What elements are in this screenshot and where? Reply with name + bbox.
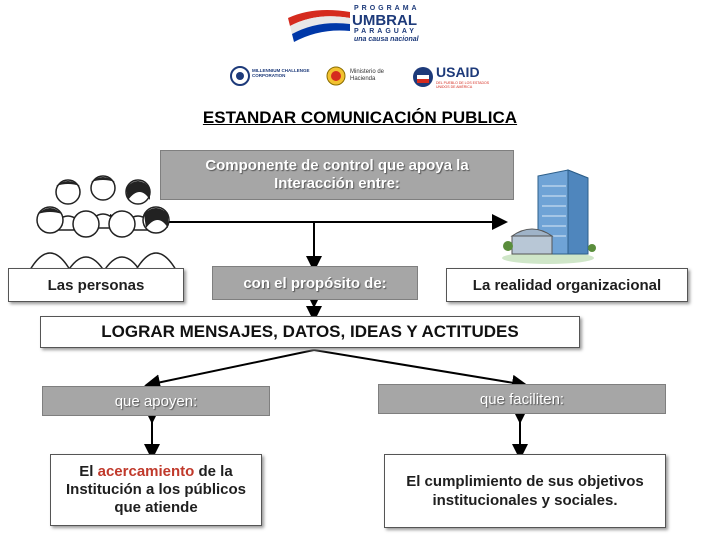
logo-tagline: una causa nacional <box>354 36 419 43</box>
purpose-box <box>212 266 418 300</box>
component-box <box>160 150 514 200</box>
result-left-text <box>57 463 255 517</box>
result-right-text: El cumplimiento de sus objetivos institucionales y sociales. <box>406 473 644 509</box>
result-left-pre: El <box>79 463 98 480</box>
branch-left-text: que apoyen: <box>114 392 198 410</box>
diagram-title-text: ESTANDAR COMUNICACIÓN PUBLICA <box>202 108 518 127</box>
partner-usaid-name: USAID <box>436 64 480 80</box>
result-right-box <box>384 454 666 528</box>
branch-right-text: que faciliten: <box>479 390 565 408</box>
arrow-goal-branch-left <box>152 350 314 384</box>
people-label-text: Las personas <box>47 276 145 294</box>
partner-hacienda-name: Ministerio de Hacienda <box>350 69 385 82</box>
logo-line1: PROGRAMA <box>354 5 420 12</box>
result-left-accent: acercamiento <box>97 463 195 480</box>
partner-usaid-sub: DEL PUEBLO DE LOS ESTADOS UNIDOS DE AMÉRICA <box>436 81 490 89</box>
goal-box-text: LOGRAR MENSAJES, DATOS, IDEAS Y ACTITUDES <box>101 322 519 341</box>
people-label-box <box>8 268 184 302</box>
organization-label-box <box>446 268 688 302</box>
organization-label-text: La realidad organizacional <box>472 276 662 294</box>
purpose-box-text: con el propósito de: <box>243 274 387 292</box>
arrow-goal-branch-right <box>314 350 520 384</box>
branch-right-box <box>378 384 666 414</box>
people-group-icon <box>28 170 178 280</box>
result-left-post: de la Institución a los públicos que atiende <box>65 463 246 516</box>
logo-line3: PARAGUAY <box>354 28 417 35</box>
goal-box <box>40 316 580 348</box>
logo-line2: UMBRAL <box>352 12 417 29</box>
branch-left-box <box>42 386 270 416</box>
partner-mcc-name: MILLENNIUM CHALLENGE CORPORATION <box>252 68 310 78</box>
component-box-text: Componente de control que apoya la Interacción entre: <box>205 157 469 192</box>
result-left-box <box>50 454 262 526</box>
